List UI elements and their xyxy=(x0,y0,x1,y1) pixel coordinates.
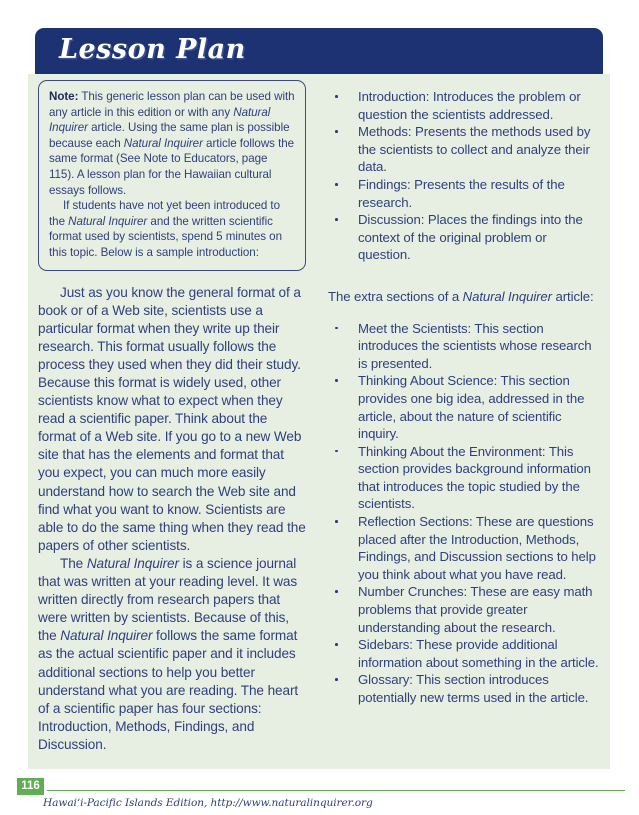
body-text-2c: follows the same format as the actual scientific paper and it includes additional sections to help you better understand what you are reading. The heart of a scientific paper has four sections: Introduction, Methods, Findings, and Discussion. xyxy=(38,628,299,752)
body-text xyxy=(38,284,306,754)
bullet-dot-icon xyxy=(335,379,338,382)
bullet-dot-icon xyxy=(335,183,338,186)
body-emphasis-2a: Natural Inquirer xyxy=(86,555,179,571)
footer-edition-text: Hawai‘i-Pacific Islands Edition, http://www.naturalinquirer.org xyxy=(43,797,373,809)
body-emphasis-2b: Natural Inquirer xyxy=(60,628,153,644)
lead-text-b: article: xyxy=(551,288,594,304)
list-item xyxy=(328,443,600,513)
footer-divider xyxy=(47,790,625,791)
note-text-1a: This generic lesson plan can be used with any article in this edition or with any xyxy=(49,90,295,119)
list-item-text: Glossary: This section introduces potentially new terms used in the article. xyxy=(358,672,589,705)
bullet-dot-icon xyxy=(335,218,338,221)
page-number-badge: 116 xyxy=(17,778,44,795)
list-item xyxy=(328,88,600,123)
core-sections-list xyxy=(328,88,600,264)
list-item-text: Thinking About the Environment: This section provides background information that introduces the topic studied by the scientists. xyxy=(358,443,591,512)
list-item-text: Introduction: Introduces the problem or question the scientists addressed. xyxy=(358,89,581,122)
list-item xyxy=(328,176,600,211)
list-item-text: Reflection Sections: These are questions placed after the Introduction, Methods, Findings, and Discussion sections to help you think about what you have read. xyxy=(358,514,596,582)
extra-sections-list xyxy=(328,320,600,707)
list-item xyxy=(328,211,600,264)
bullet-dot-icon xyxy=(335,95,338,98)
lead-emphasis: Natural Inquirer xyxy=(462,288,552,304)
list-item-text: Thinking About Science: This section provides one big idea, addressed in the article, about the nature of scientific inquiry. xyxy=(358,373,585,442)
note-text-2a: If students have not yet been introduced to the xyxy=(49,199,280,228)
note-text-1c: article follows the same format (See Note to Educators, page 115). A lesson plan for the Hawaiian cultural essays follows. xyxy=(49,136,295,197)
bullet-dot-icon xyxy=(335,130,338,133)
list-item-text: Methods: Presents the methods used by the scientists to collect and analyze their data. xyxy=(358,124,591,175)
list-item xyxy=(328,513,600,583)
body-text-2b: is a science journal that was written at your reading level. It was written directly from research papers that were written by scientists. Because of this, the xyxy=(38,555,298,644)
list-item-text: Findings: Presents the results of the research. xyxy=(358,176,565,210)
note-text-2b: and the written scientific format used by scientists, spend 5 minutes on this topic. Below is a sample introduction: xyxy=(49,214,282,259)
bullet-dot-icon xyxy=(335,327,338,330)
bullet-dot-icon xyxy=(335,590,338,593)
note-paragraph-2 xyxy=(49,198,295,260)
body-paragraph-1: Just as you know the general format of a book or of a Web site, scientists use a particular format when they write up their research. This format usually follows the process they used when they did their study. Because this format is widely used, other scientists know what to expect when they read a scientific paper. Think about the format of a Web site. If you go to a new Web site that has the elements and format that you expect, you can much more easily understand how to search the Web site and find what you want to know. Scientists are able to do the same thing when they read the papers of other scientists. xyxy=(38,284,306,553)
list-item xyxy=(328,123,600,176)
content-panel xyxy=(28,74,610,769)
list-item-text: Number Crunches: These are easy math problems that provide greater understanding about the research. xyxy=(358,584,593,635)
bullet-dot-icon xyxy=(335,520,338,523)
note-emphasis-2a: Natural Inquirer xyxy=(68,214,148,228)
note-emphasis-1a: Natural Inquirer xyxy=(49,105,271,135)
page-header-bar xyxy=(35,28,603,74)
body-paragraph-2 xyxy=(38,555,306,754)
extra-sections-lead xyxy=(328,288,600,306)
note-box xyxy=(38,80,306,271)
list-item xyxy=(328,636,600,671)
bullet-dot-icon xyxy=(335,643,338,646)
list-item xyxy=(328,671,600,706)
lead-text-a: The extra sections of a xyxy=(328,288,463,304)
right-column xyxy=(328,88,600,707)
bullet-dot-icon xyxy=(335,678,338,681)
page-title: Lesson Plan xyxy=(59,34,246,65)
note-text-1b: article. Using the same plan is possible because each xyxy=(49,121,290,150)
list-item xyxy=(328,583,600,636)
left-column xyxy=(38,80,306,754)
bullet-dot-icon xyxy=(335,450,338,453)
list-item xyxy=(328,372,600,442)
body-text-2a: The xyxy=(60,555,87,571)
list-item-text: Meet the Scientists: This section introduces the scientists whose research is presented. xyxy=(358,320,592,371)
page-footer xyxy=(0,778,639,815)
note-label: Note: xyxy=(49,90,79,103)
list-item xyxy=(328,320,600,373)
note-paragraph-1 xyxy=(49,89,295,198)
list-item-text: Sidebars: These provide additional information about something in the article. xyxy=(358,637,599,670)
list-item-text: Discussion: Places the findings into the context of the original problem or question. xyxy=(358,212,583,263)
note-emphasis-1b: Natural Inquirer xyxy=(123,136,203,150)
